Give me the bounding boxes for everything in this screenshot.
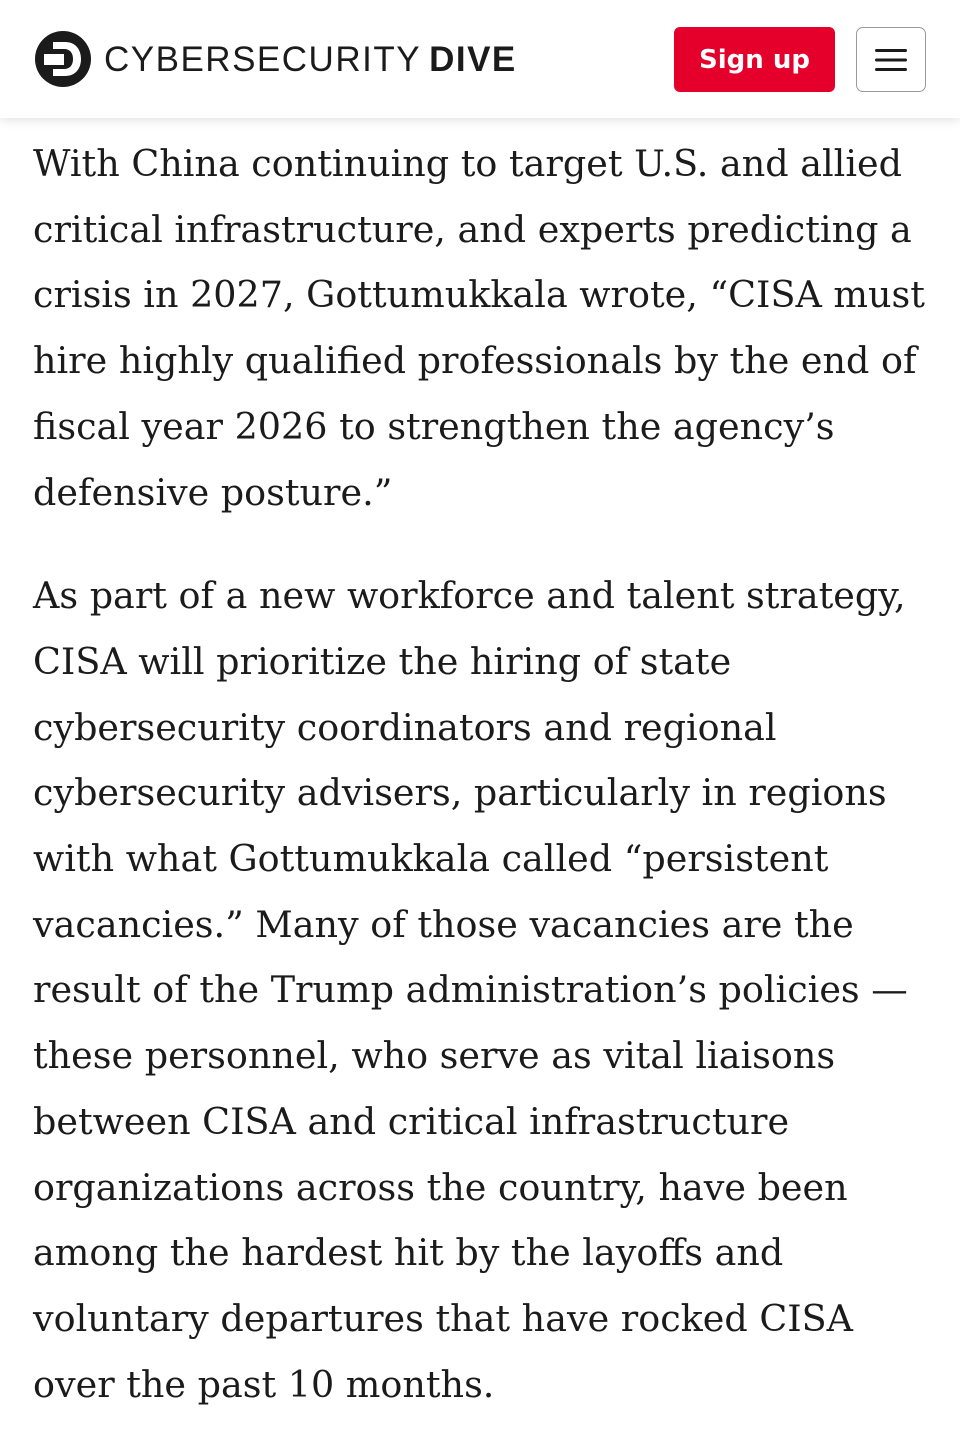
article-body xyxy=(33,131,933,1455)
hamburger-menu-icon xyxy=(874,47,908,73)
cybersecurity-dive-logo-icon xyxy=(34,30,92,88)
logo-text-bold: DIVE xyxy=(429,39,517,79)
site-logo-text xyxy=(104,39,517,79)
site-header xyxy=(0,0,960,118)
menu-button[interactable] xyxy=(856,27,926,92)
site-logo-link[interactable] xyxy=(34,30,517,88)
article-paragraph: As part of a new workforce and talent strategy, CISA will prioritize the hiring of state cybersecurity coordinators and regional cybersecurity advisers, particularly in regions with what Gottumukkala called “persistent vacancies.” Many of those vacancies are the result of the Trump administration’s policies — these personnel, who serve as vital liaisons between CISA and critical infrastructure organizations across the country, have been among the hardest hit by the layoffs and voluntary departures that have rocked CISA over the past 10 months. xyxy=(33,574,908,1406)
logo-text-light: CYBERSECURITY xyxy=(104,39,422,79)
article-paragraph: With China continuing to target U.S. and allied critical infrastructure, and experts predicting a crisis in 2027, Gottumukkala wrote, “CISA must hire highly qualified professionals by the end of fiscal year 2026 to strengthen the agency’s defensive posture.” xyxy=(33,142,925,514)
signup-button[interactable]: Sign up xyxy=(674,27,835,92)
